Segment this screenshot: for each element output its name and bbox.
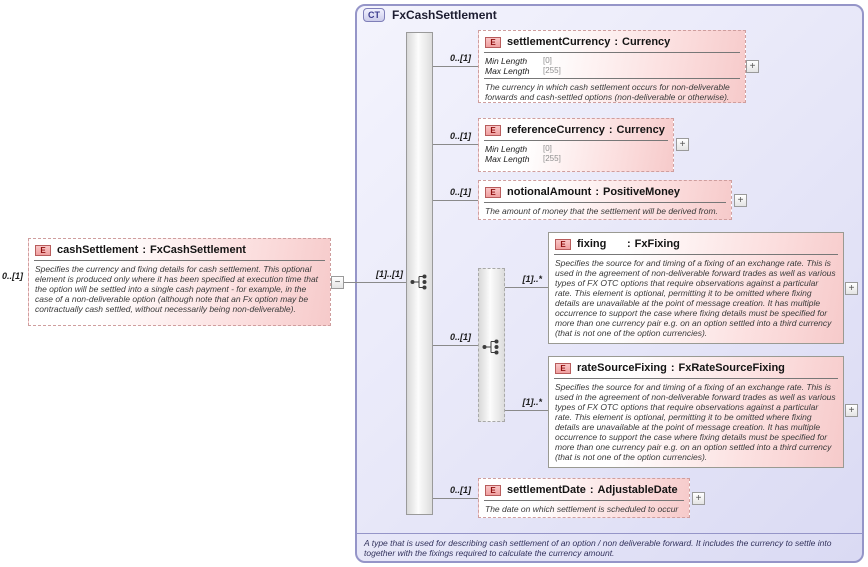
cardinality-label: 0..[1] bbox=[449, 131, 471, 141]
type-separator: : bbox=[614, 36, 618, 48]
type-separator: : bbox=[608, 124, 613, 136]
element-badge: E bbox=[485, 485, 501, 496]
element-description: The amount of money that the settlement will be derived from. bbox=[485, 206, 718, 216]
cardinality-label: 0..[1] bbox=[449, 332, 471, 342]
connector-line bbox=[433, 144, 478, 145]
expand-icon[interactable]: + bbox=[676, 138, 689, 151]
element-box-settlementDate[interactable] bbox=[478, 478, 690, 518]
cardinality-label: 0..[1] bbox=[449, 187, 471, 197]
connector-line bbox=[505, 287, 548, 288]
element-description: Specifies the source for and timing of a fixing of an exchange rate. This is used in the agreement of non-deliverable forward trades as well as various types of FX OTC options that require observations against a particular rate. This element is optional, permitting it to be omitted where fixing details are unavailable at the point of message creation. It has multiple occurrence to support the case where fixing details must be specified for more than one currency pair e.g. on an option settled into a third currency (that is not one of the option currencies). bbox=[555, 258, 836, 338]
sequence-icon bbox=[481, 338, 502, 356]
cardinality-label: 0..[1] bbox=[449, 53, 471, 63]
facet-value: [0] bbox=[543, 56, 552, 65]
connector-line-root bbox=[344, 282, 406, 283]
facet-label: Max Length bbox=[485, 66, 530, 76]
element-name: notionalAmount bbox=[507, 186, 592, 198]
element-box-cashSettlement[interactable] bbox=[28, 238, 331, 326]
expand-icon[interactable]: + bbox=[692, 492, 705, 505]
expand-icon[interactable]: + bbox=[746, 60, 759, 73]
element-name: settlementDate bbox=[507, 484, 586, 496]
element-badge: E bbox=[555, 363, 571, 374]
facet-value: [0] bbox=[543, 144, 552, 153]
element-type: FxRateSourceFixing bbox=[678, 362, 785, 374]
complex-type-title: FxCashSettlement bbox=[392, 8, 497, 22]
element-box-referenceCurrency[interactable] bbox=[478, 118, 674, 172]
cardinality-label: [1]..* bbox=[522, 397, 542, 407]
element-description: The date on which settlement is scheduled to occur bbox=[485, 504, 679, 514]
element-badge: E bbox=[485, 187, 501, 198]
element-type: FxCashSettlement bbox=[149, 244, 246, 256]
element-badge: E bbox=[35, 245, 51, 256]
element-type: Currency bbox=[616, 124, 665, 136]
cardinality-label: 0..[1] bbox=[449, 485, 471, 495]
facet-list bbox=[479, 53, 745, 78]
type-separator: : bbox=[670, 362, 675, 374]
connector-line bbox=[433, 345, 478, 346]
element-header bbox=[479, 479, 689, 500]
element-name: fixing bbox=[577, 238, 607, 250]
type-separator: : bbox=[627, 238, 631, 250]
element-badge: E bbox=[485, 37, 501, 48]
connector-line bbox=[433, 498, 478, 499]
element-name: cashSettlement bbox=[57, 244, 139, 256]
facet-value: [255] bbox=[543, 154, 561, 163]
type-separator: : bbox=[595, 186, 599, 198]
facet-label: Min Length bbox=[485, 144, 528, 154]
element-description: The currency in which cash settlement occurs for non-deliverable forwards and cash-settled options (non-deliverable or otherwise). bbox=[485, 82, 730, 102]
element-type: FxFixing bbox=[634, 238, 680, 250]
expand-icon[interactable]: + bbox=[734, 194, 747, 207]
connector-line bbox=[505, 410, 548, 411]
element-header bbox=[29, 239, 330, 260]
element-type: PositiveMoney bbox=[603, 186, 681, 198]
element-badge: E bbox=[555, 239, 571, 250]
facet-list bbox=[479, 141, 673, 166]
sequence-icon bbox=[409, 273, 430, 291]
facet-label: Max Length bbox=[485, 154, 530, 164]
element-header bbox=[479, 181, 731, 202]
element-badge: E bbox=[485, 125, 501, 136]
cardinality-label: [1]..* bbox=[522, 274, 542, 284]
content-cardinality: [1]..[1] bbox=[376, 269, 403, 279]
collapse-icon[interactable]: − bbox=[331, 276, 344, 289]
type-separator: : bbox=[142, 244, 146, 256]
element-description: Specifies the currency and fixing details for cash settlement. This optional element is produced only where it has been specified at execution time that the option will be settled into a single cash payment - for example, in the case of a non-deliverable option (although note that an Fx option may be contractually cash settled, without necessarily being non-deliverable). bbox=[35, 264, 319, 314]
facet-value: [255] bbox=[543, 66, 561, 75]
element-type: Currency bbox=[622, 36, 671, 48]
complex-type-annotation: A type that is used for describing cash settlement of an option / non deliverable forward. It includes the currency to settle into together with the fixings required to calculate the currency amount. bbox=[364, 538, 832, 558]
element-header bbox=[479, 31, 745, 52]
connector-line bbox=[433, 66, 478, 67]
element-box-notionalAmount[interactable] bbox=[478, 180, 732, 220]
element-box-settlementCurrency[interactable] bbox=[478, 30, 746, 103]
expand-icon[interactable]: + bbox=[845, 404, 858, 417]
root-cardinality: 0..[1] bbox=[2, 271, 24, 281]
connector-line bbox=[433, 200, 478, 201]
element-type: AdjustableDate bbox=[597, 484, 678, 496]
annotation-divider bbox=[357, 533, 862, 534]
type-separator: : bbox=[589, 484, 594, 496]
element-header bbox=[479, 119, 673, 140]
element-name: settlementCurrency bbox=[507, 36, 611, 48]
element-header bbox=[549, 357, 843, 378]
complex-type-badge: CT bbox=[363, 8, 385, 22]
element-name: referenceCurrency bbox=[507, 124, 605, 136]
facet-label: Min Length bbox=[485, 56, 528, 66]
element-description: Specifies the source for and timing of a fixing of an exchange rate. This is used in the agreement of non-deliverable forward trades as well as various types of FX OTC options that require observations against a particular rate. This element is optional, permitting it to be omitted where fixing details are unavailable at the point of message creation. It has multiple occurrence to support the case where fixing details must be specified for more than one currency pair e.g. on an option settled into a third currency (that is not one of the option currencies). bbox=[555, 382, 836, 462]
element-box-rateSourceFixing[interactable] bbox=[548, 356, 844, 468]
element-box-fixing[interactable] bbox=[548, 232, 844, 344]
element-header bbox=[549, 233, 843, 254]
expand-icon[interactable]: + bbox=[845, 282, 858, 295]
element-name: rateSourceFixing bbox=[577, 362, 667, 374]
